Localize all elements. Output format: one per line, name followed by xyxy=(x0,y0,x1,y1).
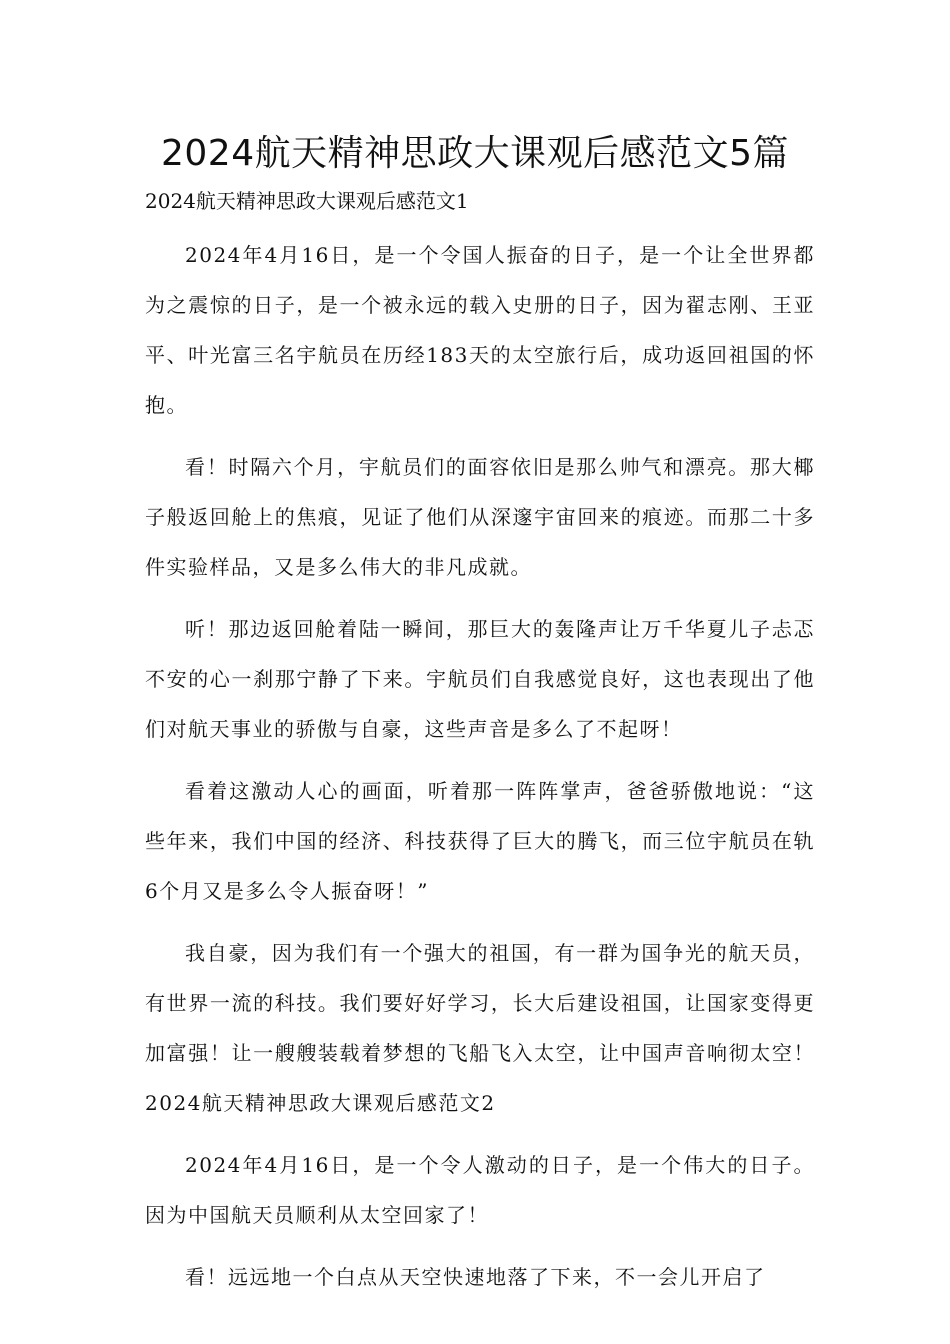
document-body xyxy=(145,230,815,1314)
paragraph-1: 2024年4月16日，是一个令国人振奋的日子，是一个让全世界都为之震惊的日子，是一个被永远的载入史册的日子，因为翟志刚、王亚平、叶光富三名宇航员在历经183天的太空旅行后，成功返回祖国的怀抱。 xyxy=(145,243,815,417)
paragraph-2: 看！时隔六个月，宇航员们的面容依旧是那么帅气和漂亮。那大椰子般返回舱上的焦痕，见证了他们从深邃宇宙回来的痕迹。而那二十多件实验样品，又是多么伟大的非凡成就。 xyxy=(145,455,815,579)
paragraph-4: 看着这激动人心的画面，听着那一阵阵掌声，爸爸骄傲地说：“这些年来，我们中国的经济、科技获得了巨大的腾飞，而三位宇航员在轨6个月又是多么令人振奋呀！” xyxy=(145,779,815,903)
section-heading: 2024航天精神思政大课观后感范文1 xyxy=(145,189,469,213)
paragraph-6: 2024年4月16日，是一个令人激动的日子，是一个伟大的日子。因为中国航天员顺利从太空回家了！ xyxy=(145,1153,815,1227)
document-title: 2024航天精神思政大课观后感范文5篇 xyxy=(160,133,790,174)
paragraph-3: 听！那边返回舱着陆一瞬间，那巨大的轰隆声让万千华夏儿子忐忑不安的心一刹那宁静了下来。宇航员们自我感觉良好，这也表现出了他们对航天事业的骄傲与自豪，这些声音是多么了不起呀！ xyxy=(145,617,815,741)
paragraph-5: 我自豪，因为我们有一个强大的祖国，有一群为国争光的航天员，有世界一流的科技。我们要好好学习，长大后建设祖国，让国家变得更加富强！让一艘艘装载着梦想的飞船飞入太空，让中国声音响彻太空！2024航天精神思政大课观后感范文2 xyxy=(145,941,815,1115)
paragraph-7: 看！远远地一个白点从天空快速地落了下来，不一会儿开启了 xyxy=(185,1265,766,1289)
